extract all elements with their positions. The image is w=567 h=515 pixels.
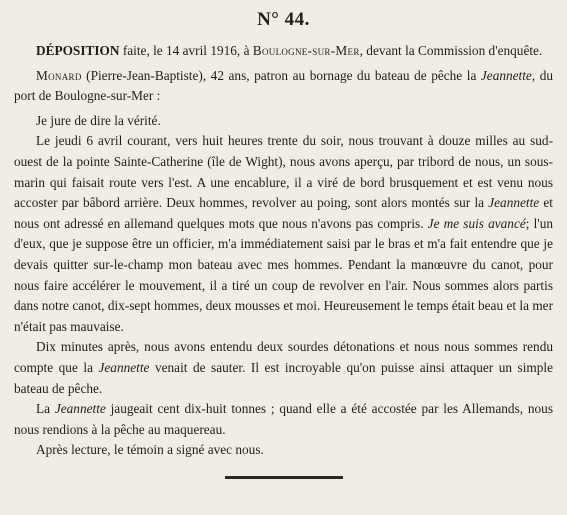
- boat-name: Jeannette: [54, 401, 106, 417]
- testimony-paragraph-1: [14, 131, 553, 337]
- place-name: Boulogne-sur-Mer: [252, 43, 360, 58]
- deposition-number: N° 44.: [257, 9, 310, 30]
- para3-text-a: La: [36, 401, 55, 417]
- boat-name: Jeannette: [488, 195, 540, 211]
- closing-paragraph: Après lecture, le témoin a signé avec nous.: [36, 442, 264, 458]
- para1-text-a: Le jeudi 6 avril courant, vers huit heures trente du soir, nous trouvant à douze milles au sud-ouest de la pointe Sainte-Catherine (île de Wight), nous avons aperçu, par tribord de nous, un sous-marin qui faisait route vers l'est. A une encablure, il a viré de bord brusquement et est venu nous accoster par bâbord arrière. Deux hommes, revolver au poing, sont alors montés sur la: [14, 133, 553, 211]
- document-body: [14, 41, 553, 461]
- witness-text-a: (Pierre-Jean-Baptiste), 42 ans, patron au bornage du bateau de pêche la: [81, 67, 481, 83]
- testimony-paragraph-3: [14, 399, 553, 440]
- intro-paragraph: [14, 41, 553, 62]
- witness-name: Monard: [36, 67, 82, 83]
- boat-name: Jeannette: [480, 67, 532, 83]
- intro-text-a: faite, le 14 avril 1916, à: [119, 43, 253, 58]
- para2-text-a: Dix minutes après, nous avons entendu deux sourdes détonations et nous nous sommes rendu compte que la: [14, 339, 553, 375]
- witness-text-b: , du port de Boulogne-sur-Mer :: [14, 67, 554, 104]
- end-rule: [225, 476, 343, 479]
- para1-text-b: et nous ont adressé en allemand quelques mots que nous n'avons pas compris.: [14, 195, 554, 231]
- intro-text-b: , devant la Commission d'enquête.: [359, 43, 543, 58]
- boat-name: Jeannette: [98, 359, 150, 375]
- witness-paragraph: [14, 66, 553, 107]
- para1-text-c: ; l'un d'eux, que je suppose être un officier, m'a immédiatement saisi par le bras et m'a fait entendre que je devais quitter sur-le-champ mon bateau avec mes hommes. Pendant la manœuvre du canot, pour nous faire accélérer le mouvement, il a tiré un coup de revolver en l'air. Nous sommes alors partis dans notre canot, dix-sept hommes, deux mousses et moi. Heureusement le temps était beau et la mer n'était pas mauvaise.: [14, 215, 553, 334]
- testimony-paragraph-2: [14, 337, 553, 399]
- quoted-phrase: Je me suis avancé: [427, 215, 526, 231]
- deposition-label: DÉPOSITION: [36, 43, 120, 58]
- para3-text-b: jaugeait cent dix-huit tonnes ; quand elle a été accostée par les Allemands, nous nous rendions à la pêche au maquereau.: [14, 401, 554, 437]
- oath-paragraph: Je jure de dire la vérité.: [36, 112, 161, 128]
- para2-text-b: venait de sauter. Il est incroyable qu'on puisse ainsi attaquer un simple bateau de pêche.: [14, 359, 553, 396]
